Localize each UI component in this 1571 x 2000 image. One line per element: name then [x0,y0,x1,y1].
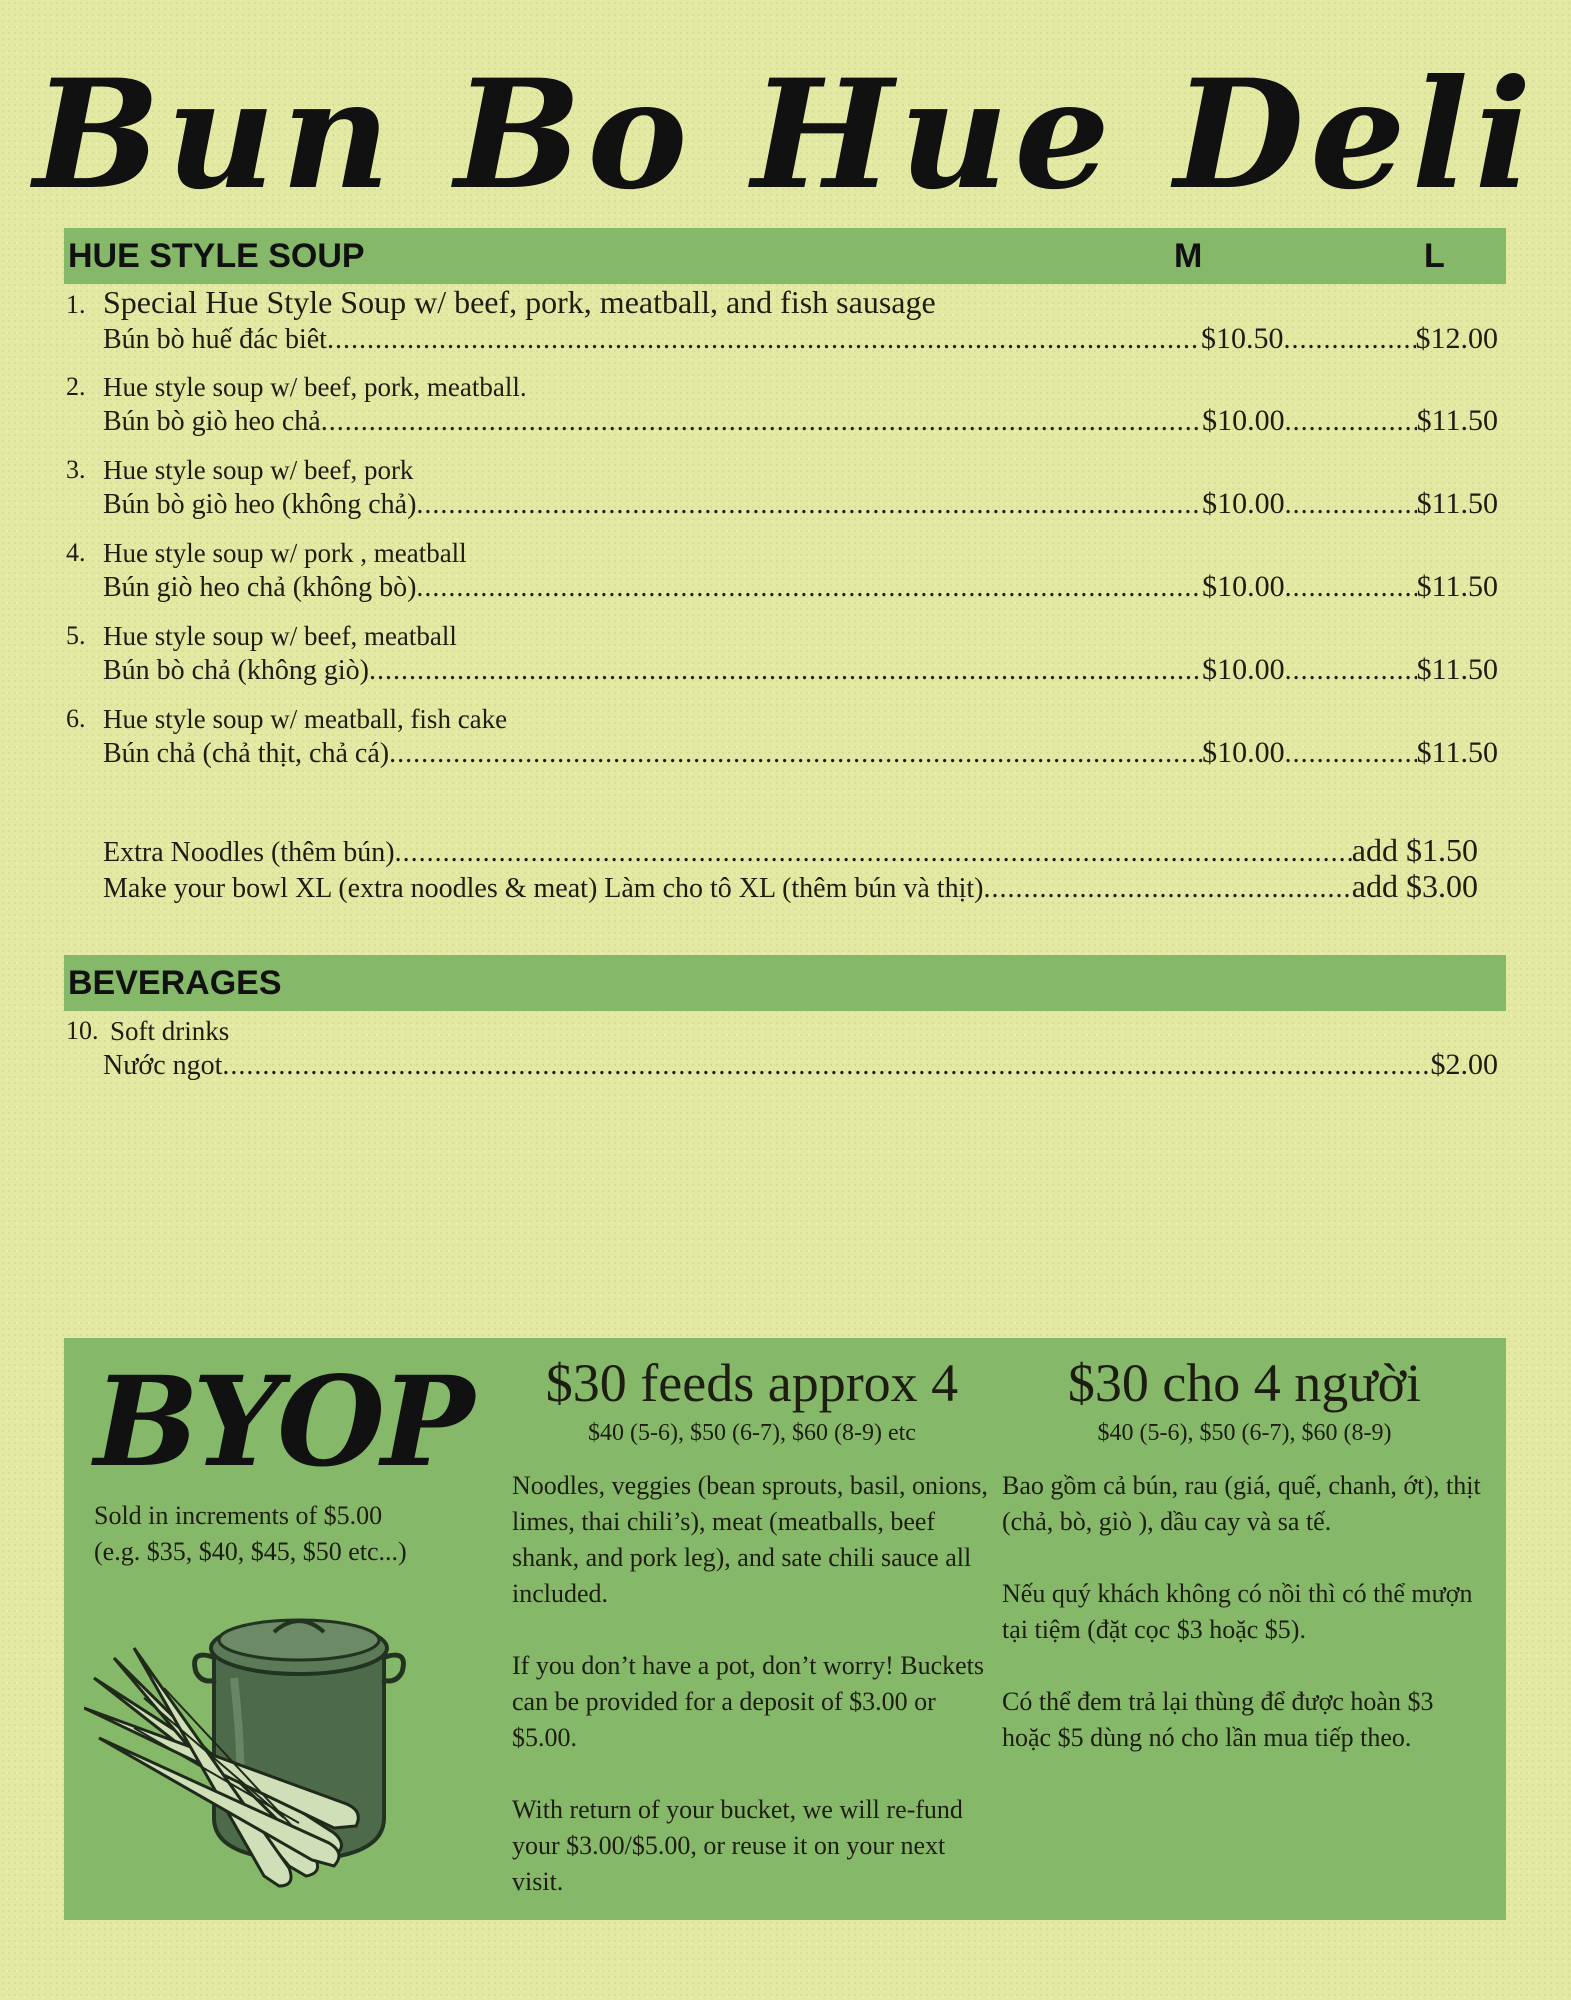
item-number: 6. [66,704,86,733]
dot-leader [1285,489,1417,521]
extra-price: add $3.00 [1351,868,1478,904]
item-price-line [103,1048,1498,1082]
item-name-vn: Bún giò heo chả (không bò) [103,572,417,603]
byop-title: BYOP [94,1350,471,1495]
section-title: BEVERAGES [68,964,282,1002]
price-m: $10.00 [1202,736,1285,769]
item-name-en: Special Hue Style Soup w/ beef, pork, meatball, and fish sausage [103,284,936,320]
item-name-vn: Bún bò chả (không giò) [103,655,369,686]
item-name-vn: Nước ngot [103,1050,223,1081]
price-m: $10.00 [1202,487,1285,520]
item-number: 10. [66,1016,99,1045]
price-l: $11.50 [1416,404,1498,437]
dot-leader [1285,655,1417,687]
english-paragraph: With return of your bucket, we will re-fund your $3.00/$5.00, or reuse it on your next visit. [512,1795,963,1896]
price-l: $11.50 [1416,487,1498,520]
item-number: 4. [66,538,86,567]
item-name-en: Hue style soup w/ beef, pork [103,455,414,485]
price-m: $10.00 [1202,570,1285,603]
item-name-en: Hue style soup w/ pork , meatball [103,538,467,568]
dot-leader [1285,406,1417,438]
vietnamese-paragraph: Nếu quý khách không có nồi thì có thể mượn tại tiệm (đặt cọc $3 hoặc $5). [1002,1579,1473,1644]
size-l-label: L [1424,237,1445,275]
item-name-en: Hue style soup w/ beef, pork, meatball. [103,372,527,402]
beverages-section-header [64,955,1506,1011]
item-name-vn: Bún bò huế đác biêt [103,324,327,355]
item-name-en: Hue style soup w/ meatball, fish cake [103,704,508,734]
english-headline: $30 feeds approx 4 [545,1353,959,1413]
byop-note-line: Sold in increments of $5.00 [94,1501,383,1530]
extra-label: Extra Noodles (thêm bún) [103,837,395,868]
soup-section-header [64,228,1506,284]
extra-option [103,832,1478,869]
english-price-tiers: $40 (5-6), $50 (6-7), $60 (8-9) etc [588,1420,916,1446]
price-l: $11.50 [1416,653,1498,686]
price-l: $11.50 [1416,570,1498,603]
price: $2.00 [1430,1048,1498,1081]
extra-option [103,868,1478,905]
price-m: $10.00 [1202,653,1285,686]
item-price-line [103,736,1498,770]
dot-leader [983,873,1351,905]
price-l: $12.00 [1415,322,1498,355]
extra-label: Make your bowl XL (extra noodles & meat) Làm cho tô XL (thêm bún và thịt) [103,873,984,904]
vietnamese-description [1002,1348,1487,1792]
item-number: 2. [66,372,86,401]
dot-leader [321,406,1202,438]
english-description [512,1348,992,1936]
dot-leader [416,489,1202,521]
vietnamese-paragraph: Bao gồm cả bún, rau (giá, quế, chanh, ớt), thịt (chả, bò, giò ), dầu cay và sa tế. [1002,1471,1481,1536]
item-name-vn: Bún chả (chả thịt, chả cá) [103,738,390,769]
item-price-line [103,487,1498,521]
item-number: 1. [66,290,86,319]
item-number: 3. [66,455,86,484]
item-price-line [103,570,1498,604]
item-name-vn: Bún bò giò heo (không chả) [103,489,417,520]
vietnamese-headline: $30 cho 4 người [1067,1353,1422,1413]
dot-leader [1285,572,1417,604]
dot-leader [395,837,1352,869]
byop-note-line: (e.g. $35, $40, $45, $50 etc...) [94,1537,407,1566]
item-name-en: Hue style soup w/ beef, meatball [103,621,457,651]
restaurant-title: Bun Bo Hue Deli [33,47,1538,223]
byop-note [94,1498,454,1570]
byop-section [64,1338,1506,1920]
english-paragraph: If you don’t have a pot, don’t worry! Buckets can be provided for a deposit of $3.00 or $5.00. [512,1651,984,1752]
pot-illustration [84,1588,464,1908]
extra-price: add $1.50 [1351,832,1478,868]
item-name-en: Soft drinks [110,1016,230,1046]
dot-leader [369,655,1202,687]
price-m: $10.50 [1201,322,1284,355]
english-paragraph: Noodles, veggies (bean sprouts, basil, onions, limes, thai chili’s), meat (meatballs, beef shank, and pork leg), and sate chili sauce all included. [512,1471,988,1608]
vietnamese-price-tiers: $40 (5-6), $50 (6-7), $60 (8-9) [1097,1420,1392,1446]
price-l: $11.50 [1416,736,1498,769]
item-price-line [103,653,1498,687]
section-title: HUE STYLE SOUP [68,237,365,275]
item-name-vn: Bún bò giò heo chả [103,406,321,437]
item-price-line [103,404,1498,438]
dot-leader [389,738,1202,770]
vietnamese-paragraph: Có thể đem trả lại thùng để được hoàn $3 hoặc $5 dùng nó cho lần mua tiếp theo. [1002,1687,1434,1752]
dot-leader [416,572,1202,604]
price-m: $10.00 [1202,404,1285,437]
item-price-line [103,322,1498,356]
item-number: 5. [66,621,86,650]
size-m-label: M [1174,237,1203,275]
dot-leader [1284,324,1416,356]
dot-leader [222,1050,1430,1082]
dot-leader [1285,738,1417,770]
dot-leader [327,324,1201,356]
